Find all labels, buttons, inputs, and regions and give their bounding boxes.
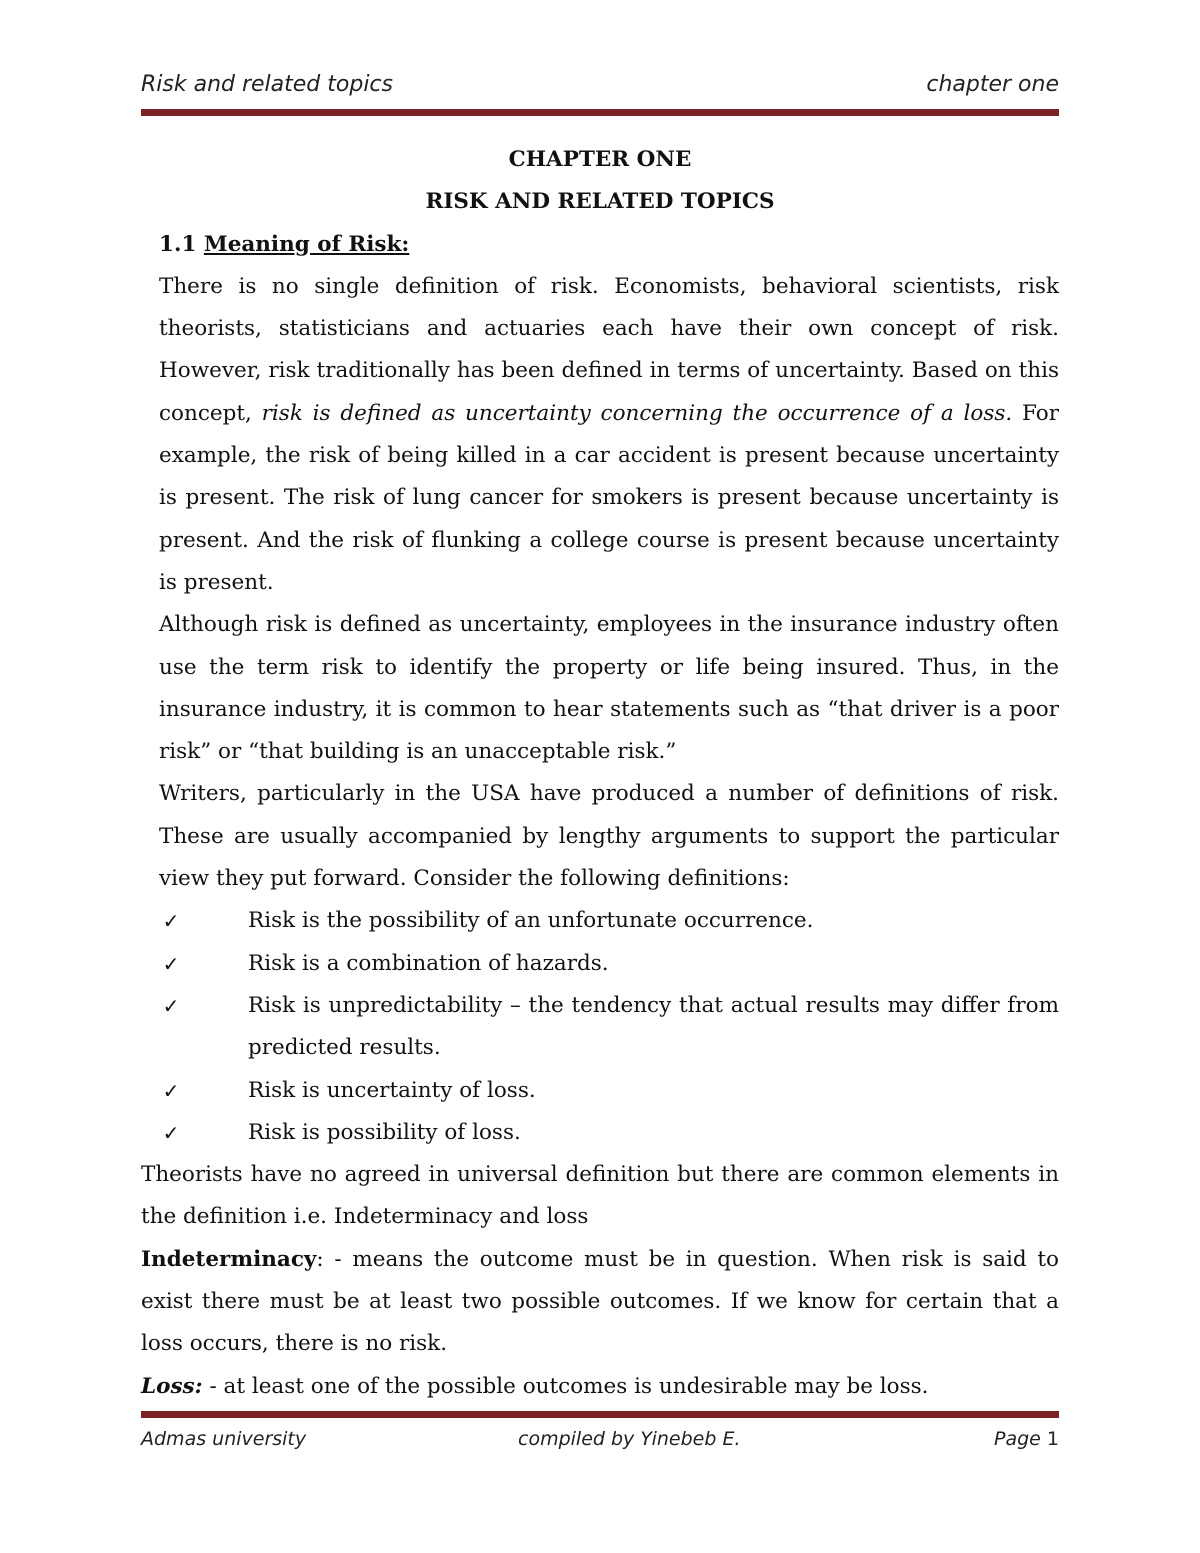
header-right-text: chapter one — [926, 72, 1059, 97]
list-item — [159, 900, 1059, 942]
list-item — [159, 1112, 1059, 1154]
paragraph-definition — [159, 266, 1059, 604]
check-icon: ✓ — [162, 909, 180, 934]
page-body — [141, 139, 1059, 1408]
paragraph-indeterminacy — [141, 1239, 1059, 1366]
paragraph-insurance-usage: Although risk is defined as uncertainty, employees in the insurance industry often use the term risk to identify the property or life being insured. Thus, in the insurance industry, it is common to hear statements such as “that driver is a poor risk” or “that building is an unacceptable risk.” — [159, 612, 1059, 765]
paragraph-definition-text-b: For example, the risk of being killed in a car accident is present because uncertainty is present. The risk of lung cancer for smokers is present because uncertainty is present. And the risk of flunking a college course is present because uncertainty is present. — [159, 400, 1059, 595]
page-footer — [141, 1428, 1059, 1456]
check-icon: ✓ — [162, 993, 180, 1018]
list-item — [159, 943, 1059, 985]
footer-rule — [141, 1411, 1059, 1418]
header-rule — [141, 109, 1059, 116]
section-number: 1.1 — [159, 231, 204, 257]
paragraph-definition-text-a: There is no single definition of risk. Economists, behavioral scientists, risk theorists, statisticians and actuaries each have their own concept of risk. However, risk traditionally has been defined in terms of uncertainty. Based on this concept, — [159, 273, 1059, 426]
paragraph-writers: Writers, particularly in the USA have produced a number of definitions of risk. These are usually accompanied by lengthy arguments to support the particular view they put forward. Consider the following definitions: — [159, 781, 1059, 892]
check-icon: ✓ — [162, 951, 180, 976]
list-item — [159, 1070, 1059, 1112]
list-item-text: Risk is unpredictability – the tendency that actual results may differ from predicted results. — [248, 992, 1059, 1061]
paragraph-theorists: Theorists have no agreed in universal definition but there are common elements in the definition i.e. Indeterminacy and loss — [141, 1162, 1059, 1230]
chapter-label: CHAPTER ONE — [508, 147, 692, 172]
loss-text: - at least one of the possible outcomes is undesirable may be loss. — [202, 1373, 929, 1399]
list-item-text: Risk is a combination of hazards. — [248, 950, 609, 976]
list-item-text: Risk is possibility of loss. — [248, 1119, 521, 1145]
list-item-text: Risk is uncertainty of loss. — [248, 1077, 536, 1103]
check-icon: ✓ — [162, 1120, 180, 1145]
paragraph-loss — [141, 1366, 1059, 1408]
list-item-text: Risk is the possibility of an unfortunate occurrence. — [248, 908, 814, 934]
loss-term: Loss: — [141, 1373, 203, 1399]
page-label: Page — [994, 1428, 1047, 1450]
page-number-block — [994, 1428, 1059, 1450]
chapter-title: RISK AND RELATED TOPICS — [425, 189, 775, 215]
indeterminacy-text: : - means the outcome must be in question. When risk is said to exist there must be at least two possible outcomes. If we know for certain that a loss occurs, there is no risk. — [141, 1246, 1059, 1357]
footer-left-text: Admas university — [141, 1428, 307, 1450]
footer-center-text: compiled by Yinebeb E. — [518, 1428, 741, 1450]
page-number: 1 — [1046, 1428, 1059, 1450]
indeterminacy-term: Indeterminacy — [141, 1246, 317, 1272]
section-title: Meaning of Risk: — [203, 231, 410, 257]
risk-definition-emphasis: risk is defined as uncertainty concerning the occurrence of a loss. — [261, 400, 1013, 426]
list-item — [159, 985, 1059, 1070]
page-header — [141, 72, 1059, 102]
check-icon: ✓ — [162, 1078, 180, 1103]
definitions-list — [141, 900, 1059, 1154]
section-heading — [159, 224, 1059, 266]
header-left-text: Risk and related topics — [141, 72, 393, 97]
